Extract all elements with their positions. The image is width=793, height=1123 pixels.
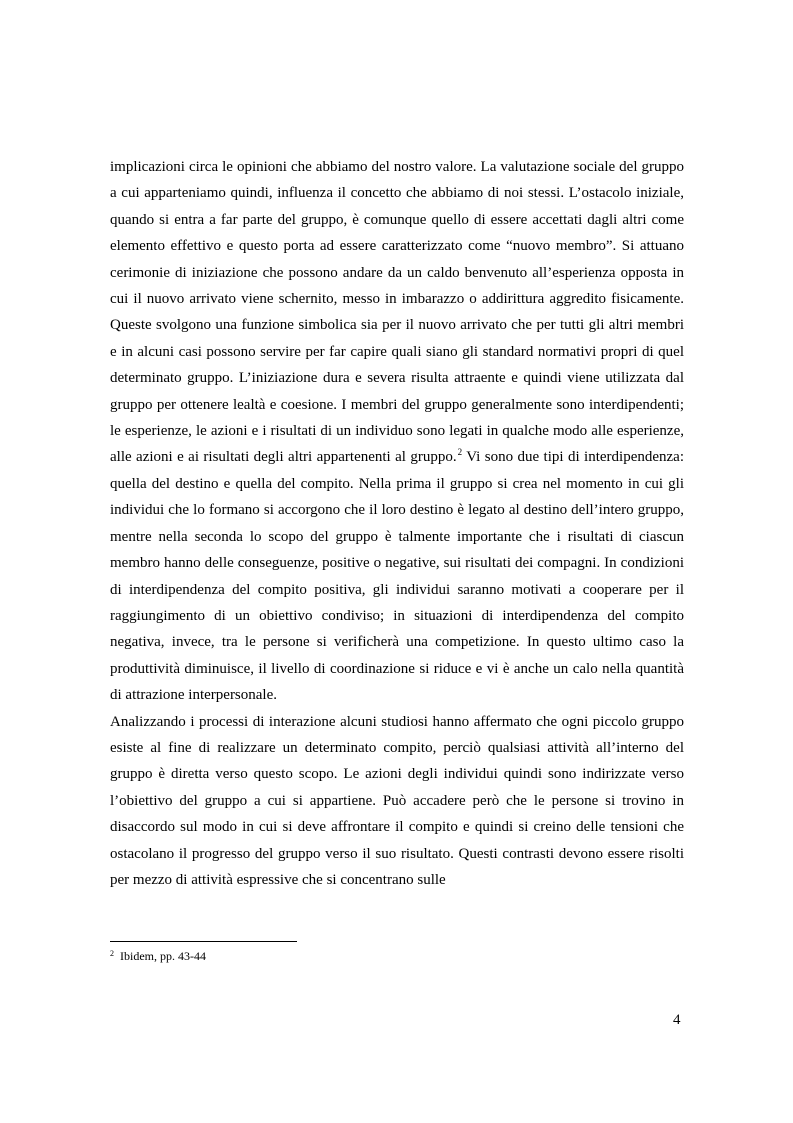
- paragraph-2: Analizzando i processi di interazione alcuni studiosi hanno affermato che ogni piccolo gruppo esiste al fine di realizzare un determinato compito, perciò qualsiasi attività all’interno del gruppo è diretta verso questo scopo. Le azioni degli individui quindi sono indirizzate verso l’obiettivo del gruppo a cui si appartiene. Può accadere però che le persone si trovino in disaccordo sul modo in cui si deve affrontare il compito e quindi si creino delle tensioni che ostacolano il progresso del gruppo verso il suo risultato. Questi contrasti devono essere risolti per mezzo di attività espressive che si concentrano sulle: [110, 713, 684, 888]
- paragraph-1-part-2: Vi sono due tipi di interdipendenza: quella del destino e quella del compito. Nella prima il gruppo si crea nel momento in cui gli individui che lo formano si accorgono che il loro destino è legato al destino dell’intero gruppo, mentre nella seconda lo scopo del gruppo è talmente importante che i risultati di ciascun membro hanno delle conseguenze, positive o negative, sui risultati dei compagni. In condizioni di interdipendenza del compito positiva, gli individui saranno motivati a cooperare per il raggiungimento di un obiettivo condiviso; in situazioni di interdipendenza del compito negativa, invece, tra le persone si verificherà una competizione. In questo ultimo caso la produttività diminuisce, il livello di coordinazione si riduce e vi è anche un calo nella quantità di attrazione interpersonale.: [110, 449, 684, 704]
- paragraph-1: [110, 154, 684, 709]
- footnote-reference: 2: [457, 447, 463, 458]
- page-number: 4: [673, 1012, 681, 1028]
- footnote: [110, 948, 206, 964]
- body-text: [110, 154, 684, 893]
- paragraph-1-part-1: implicazioni circa le opinioni che abbiamo del nostro valore. La valutazione sociale del gruppo a cui apparteniamo quindi, influenza il concetto che abbiamo di noi stessi. L’ostacolo iniziale, quando si entra a far parte del gruppo, è comunque quello di essere accettati dagli altri come elemento effettivo e questo porta ad essere caratterizzato come “nuovo membro”. Si attuano cerimonie di iniziazione che possono andare da un caldo benvenuto all’esperienza opposta in cui il nuovo arrivato viene schernito, messo in imbarazzo o addirittura aggredito fisicamente. Queste svolgono una funzione simbolica sia per il nuovo arrivato che per tutti gli altri membri e in alcuni casi possono servire per far capire quali siano gli standard normativi propri di quel determinato gruppo. L’iniziazione dura e severa risulta attraente e quindi viene utilizzata dal gruppo per ottenere lealtà e coesione. I membri del gruppo generalmente sono interdipendenti; le esperienze, le azioni e i risultati di un individuo sono legati in qualche modo alle esperienze, alle azioni e ai risultati degli altri appartenenti al gruppo.: [110, 159, 684, 466]
- footnote-number: 2: [110, 949, 114, 958]
- footnote-text: Ibidem, pp. 43-44: [120, 949, 206, 963]
- footnote-separator: [110, 941, 297, 942]
